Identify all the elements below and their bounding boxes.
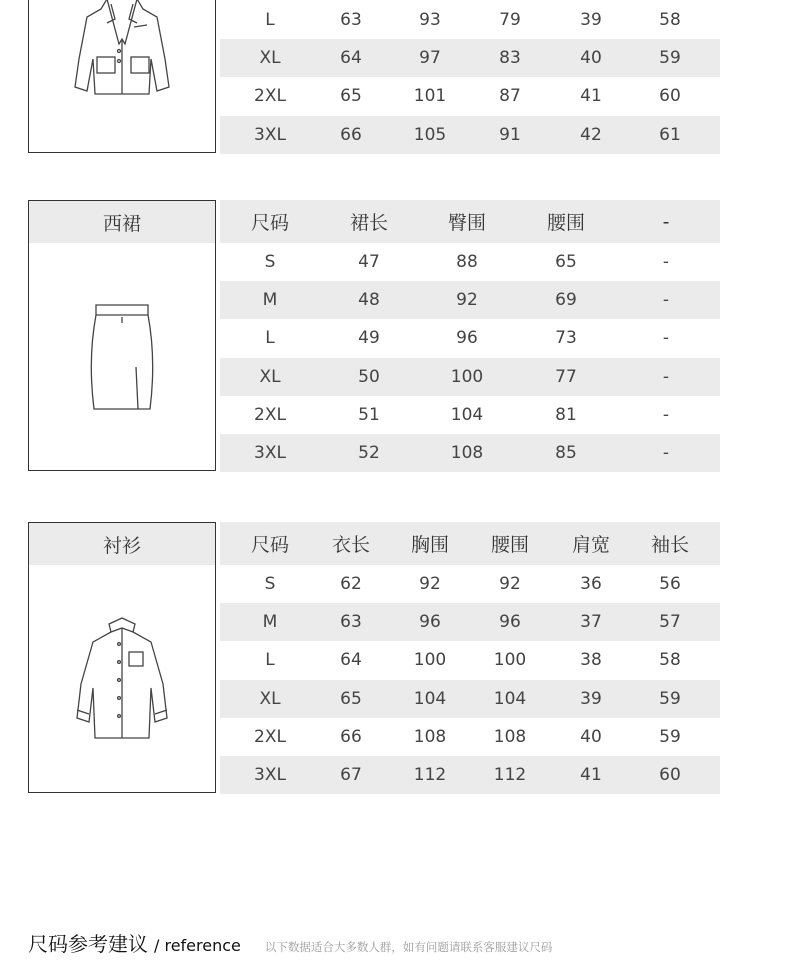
- table-cell: 73: [555, 328, 577, 349]
- table-cell: 62: [340, 574, 362, 595]
- table-cell: 104: [413, 688, 447, 709]
- table-cell: 64: [340, 48, 362, 69]
- size-reference-footer: [28, 928, 552, 957]
- table-cell: -: [662, 404, 670, 425]
- skirt-title: 西裙: [29, 201, 215, 243]
- skirt-icon: [82, 297, 162, 417]
- footer-note: 以下数据适合大多数人群，如有问题请联系客服建议尺码: [264, 940, 553, 954]
- table-cell: 60: [659, 765, 681, 786]
- table-cell: 58: [659, 10, 681, 31]
- table-cell: 63: [340, 10, 362, 31]
- column-header: 胸围: [410, 534, 449, 556]
- table-cell: L: [265, 328, 275, 349]
- table-cell: 104: [493, 688, 527, 709]
- table-row: [220, 319, 720, 357]
- table-row: [220, 1, 720, 39]
- table-cell: 63: [340, 612, 362, 633]
- table-cell: S: [264, 252, 276, 273]
- shirt-table-header: [220, 522, 720, 565]
- jacket-image-box: [28, 0, 216, 153]
- table-cell: 39: [580, 688, 602, 709]
- column-header: 臀围: [447, 212, 486, 234]
- table-cell: 41: [580, 86, 602, 107]
- skirt-table-header: [220, 200, 720, 243]
- table-cell: 112: [413, 765, 447, 786]
- table-cell: 3XL: [254, 443, 286, 464]
- skirt-image-box: [28, 200, 216, 471]
- table-cell: XL: [259, 48, 281, 69]
- table-cell: 108: [493, 726, 527, 747]
- table-cell: 88: [456, 252, 478, 273]
- table-cell: 65: [340, 688, 362, 709]
- column-header: 衣长: [331, 534, 370, 556]
- table-cell: 100: [450, 366, 484, 387]
- table-cell: -: [662, 328, 670, 349]
- table-cell: -: [662, 443, 670, 464]
- table-cell: 65: [555, 252, 577, 273]
- jacket-illustration: [29, 0, 215, 152]
- table-cell: S: [264, 574, 276, 595]
- table-cell: 100: [493, 650, 527, 671]
- jacket-icon: [67, 0, 177, 99]
- column-header: 尺码: [250, 534, 289, 556]
- table-cell: 40: [580, 48, 602, 69]
- table-cell: M: [262, 612, 278, 633]
- table-cell: 66: [340, 726, 362, 747]
- column-header: 肩宽: [571, 534, 610, 556]
- table-cell: -: [662, 252, 670, 273]
- shirt-illustration: [29, 565, 215, 792]
- table-row: [220, 39, 720, 77]
- table-cell: 79: [499, 10, 521, 31]
- table-cell: 47: [358, 252, 380, 273]
- table-row: [220, 116, 720, 154]
- table-row: [220, 756, 720, 794]
- column-header: 尺码: [250, 212, 289, 234]
- table-cell: 52: [358, 443, 380, 464]
- table-cell: -: [662, 366, 670, 387]
- table-cell: XL: [259, 688, 281, 709]
- column-header: 腰围: [546, 212, 585, 234]
- footer-title: 尺码参考建议: [28, 932, 148, 956]
- column-header: 袖长: [650, 534, 689, 556]
- table-cell: 51: [358, 404, 380, 425]
- table-cell: L: [265, 10, 275, 31]
- table-cell: 67: [340, 765, 362, 786]
- table-row: [220, 641, 720, 679]
- table-cell: 91: [499, 124, 521, 145]
- table-row: [220, 281, 720, 319]
- table-cell: 96: [419, 612, 441, 633]
- table-cell: 93: [419, 10, 441, 31]
- table-cell: 87: [499, 86, 521, 107]
- table-cell: 3XL: [254, 765, 286, 786]
- table-cell: 112: [493, 765, 527, 786]
- table-cell: 59: [659, 688, 681, 709]
- table-cell: 2XL: [254, 726, 286, 747]
- table-cell: 81: [555, 404, 577, 425]
- table-cell: 100: [413, 650, 447, 671]
- table-cell: 108: [450, 443, 484, 464]
- table-cell: 41: [580, 765, 602, 786]
- table-cell: 85: [555, 443, 577, 464]
- table-cell: 2XL: [254, 86, 286, 107]
- table-cell: 2XL: [254, 404, 286, 425]
- skirt-illustration: [29, 243, 215, 470]
- table-cell: 92: [419, 574, 441, 595]
- table-row: [220, 603, 720, 641]
- table-cell: 108: [413, 726, 447, 747]
- table-cell: 58: [659, 650, 681, 671]
- table-cell: M: [262, 290, 278, 311]
- table-cell: 49: [358, 328, 380, 349]
- table-cell: L: [265, 650, 275, 671]
- table-row: [220, 680, 720, 718]
- table-row: [220, 396, 720, 434]
- table-cell: 37: [580, 612, 602, 633]
- column-header: 腰围: [490, 534, 529, 556]
- shirt-title: 衬衫: [29, 523, 215, 565]
- table-cell: 38: [580, 650, 602, 671]
- table-cell: 96: [499, 612, 521, 633]
- table-cell: 101: [413, 86, 447, 107]
- table-cell: 59: [659, 48, 681, 69]
- table-cell: -: [662, 290, 670, 311]
- table-cell: 104: [450, 404, 484, 425]
- table-cell: 59: [659, 726, 681, 747]
- shirt-image-box: [28, 522, 216, 793]
- table-row: [220, 718, 720, 756]
- table-cell: 97: [419, 48, 441, 69]
- table-cell: 61: [659, 124, 681, 145]
- table-cell: 40: [580, 726, 602, 747]
- jacket-size-table: [220, 1, 720, 154]
- table-cell: 60: [659, 86, 681, 107]
- skirt-size-table: [220, 200, 720, 472]
- shirt-icon: [67, 614, 177, 744]
- table-cell: 50: [358, 366, 380, 387]
- table-row: [220, 243, 720, 281]
- table-cell: 92: [456, 290, 478, 311]
- table-cell: 105: [413, 124, 447, 145]
- table-row: [220, 434, 720, 472]
- table-cell: 36: [580, 574, 602, 595]
- table-cell: 83: [499, 48, 521, 69]
- column-header: -: [662, 210, 670, 233]
- table-cell: 65: [340, 86, 362, 107]
- table-row: [220, 565, 720, 603]
- column-header: 裙长: [349, 212, 388, 234]
- table-cell: 64: [340, 650, 362, 671]
- table-cell: 66: [340, 124, 362, 145]
- table-cell: 48: [358, 290, 380, 311]
- footer-reference: / reference: [154, 936, 241, 955]
- table-cell: 42: [580, 124, 602, 145]
- table-cell: 77: [555, 366, 577, 387]
- table-cell: 92: [499, 574, 521, 595]
- table-cell: 96: [456, 328, 478, 349]
- table-cell: XL: [259, 366, 281, 387]
- table-row: [220, 77, 720, 115]
- table-cell: 56: [659, 574, 681, 595]
- table-row: [220, 358, 720, 396]
- table-cell: 39: [580, 10, 602, 31]
- table-cell: 69: [555, 290, 577, 311]
- shirt-size-table: [220, 522, 720, 794]
- table-cell: 3XL: [254, 124, 286, 145]
- table-cell: 57: [659, 612, 681, 633]
